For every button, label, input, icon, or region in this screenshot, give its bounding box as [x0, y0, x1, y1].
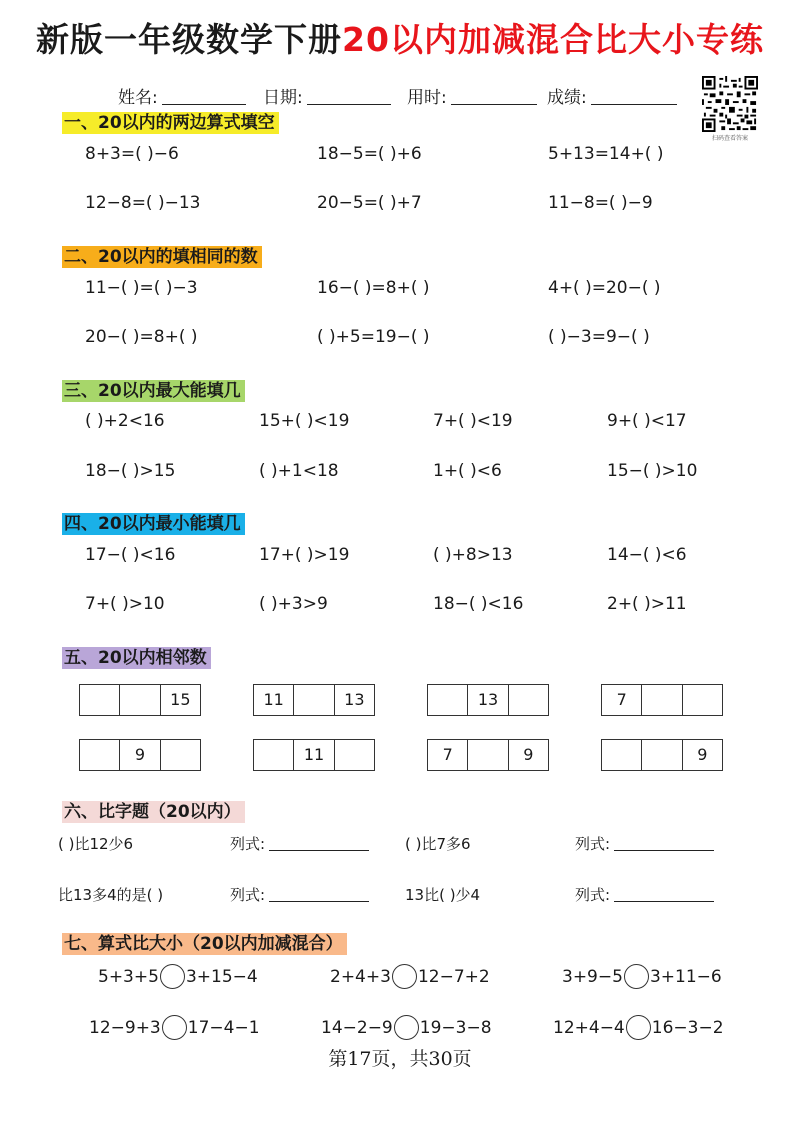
number-box[interactable]: 9: [120, 740, 160, 770]
max-fill-problem[interactable]: 18−( )>15: [85, 461, 176, 481]
section-1-heading: 一、20以内的两边算式填空: [62, 112, 279, 134]
comparison-left: 3+9−5: [562, 966, 623, 987]
comparison-left: 12−9+3: [89, 1017, 161, 1038]
comparison-problem: [89, 1015, 260, 1040]
fill-blank-problem[interactable]: 20−5=( )+7: [317, 193, 422, 213]
same-number-problem[interactable]: ( )+5=19−( ): [317, 327, 430, 347]
score-field[interactable]: [547, 83, 677, 108]
comparison-right: 3+15−4: [185, 966, 258, 987]
number-box[interactable]: [254, 740, 294, 770]
comparison-problem: [553, 1015, 724, 1040]
comparison-left: 12+4−4: [553, 1017, 625, 1038]
number-box[interactable]: 9: [697, 745, 708, 764]
number-box[interactable]: [161, 740, 200, 770]
comparison-left: 5+3+5: [98, 966, 159, 987]
number-box[interactable]: 7: [602, 685, 642, 715]
number-box[interactable]: 9: [523, 745, 534, 764]
min-fill-problem[interactable]: ( )+8>13: [433, 545, 513, 565]
number-box[interactable]: [683, 685, 722, 715]
time-label: 用时:: [407, 88, 447, 108]
equation-label: 列式:: [230, 835, 266, 853]
adjacent-number-boxes: [79, 684, 201, 716]
section-7-heading: 七、算式比大小（20以内加减混合）: [62, 933, 347, 955]
number-box[interactable]: [642, 685, 682, 715]
comparison-right: 19−3−8: [419, 1017, 492, 1038]
date-label: 日期:: [263, 88, 303, 108]
fill-blank-problem[interactable]: 11−8=( )−9: [548, 193, 653, 213]
number-box[interactable]: [428, 685, 468, 715]
same-number-problem[interactable]: ( )−3=9−( ): [548, 327, 650, 347]
adjacent-number-boxes: [253, 684, 375, 716]
page-number: 第17页，共30页: [328, 1048, 472, 1070]
date-field[interactable]: [263, 83, 391, 108]
same-number-problem[interactable]: 16−( )=8+( ): [317, 278, 430, 298]
word-problem[interactable]: 13比( )少4: [405, 886, 481, 904]
same-number-problem[interactable]: 4+( )=20−( ): [548, 278, 661, 298]
compare-circle[interactable]: [624, 964, 649, 989]
number-box[interactable]: 15: [170, 690, 191, 709]
number-box[interactable]: [468, 740, 508, 770]
section-4-heading: 四、20以内最小能填几: [62, 513, 245, 535]
equation-label: 列式:: [230, 886, 266, 904]
min-fill-problem[interactable]: 7+( )>10: [85, 594, 165, 614]
comparison-problem: [98, 964, 258, 989]
fill-blank-problem[interactable]: 12−8=( )−13: [85, 193, 201, 213]
number-box[interactable]: [602, 740, 642, 770]
compare-circle[interactable]: [160, 964, 185, 989]
number-box[interactable]: [120, 685, 160, 715]
min-fill-problem[interactable]: 17−( )<16: [85, 545, 176, 565]
comparison-right: 3+11−6: [649, 966, 722, 987]
title-main: 新版一年级数学下册: [36, 20, 343, 59]
number-box[interactable]: [80, 740, 120, 770]
adjacent-number-boxes: [79, 739, 201, 771]
number-box[interactable]: 13: [468, 685, 508, 715]
section-5-heading: 五、20以内相邻数: [62, 647, 211, 669]
compare-circle[interactable]: [394, 1015, 419, 1040]
equation-field[interactable]: [575, 833, 714, 854]
adjacent-number-boxes: [427, 739, 549, 771]
number-box[interactable]: 11: [254, 685, 294, 715]
section-3-heading: 三、20以内最大能填几: [62, 380, 245, 402]
qr-code-icon: [702, 76, 758, 132]
word-problem[interactable]: 比13多4的是( ): [58, 886, 164, 904]
max-fill-problem[interactable]: 1+( )<6: [433, 461, 502, 481]
equation-field[interactable]: [230, 884, 369, 905]
min-fill-problem[interactable]: 14−( )<6: [607, 545, 687, 565]
min-fill-problem[interactable]: 18−( )<16: [433, 594, 524, 614]
max-fill-problem[interactable]: 15−( )>10: [607, 461, 698, 481]
max-fill-problem[interactable]: ( )+1<18: [259, 461, 339, 481]
score-label: 成绩:: [547, 88, 587, 108]
max-fill-problem[interactable]: ( )+2<16: [85, 411, 165, 431]
max-fill-problem[interactable]: 15+( )<19: [259, 411, 350, 431]
equation-label: 列式:: [575, 835, 611, 853]
max-fill-problem[interactable]: 7+( )<19: [433, 411, 513, 431]
comparison-problem: [562, 964, 722, 989]
name-field[interactable]: [118, 83, 246, 108]
compare-circle[interactable]: [392, 964, 417, 989]
word-problem[interactable]: ( )比12少6: [58, 835, 134, 853]
page-title: [0, 14, 800, 61]
section-2-heading: 二、20以内的填相同的数: [62, 246, 262, 268]
compare-circle[interactable]: [626, 1015, 651, 1040]
equation-field[interactable]: [230, 833, 369, 854]
comparison-left: 2+4+3: [330, 966, 391, 987]
adjacent-number-boxes: [427, 684, 549, 716]
section-6-heading: 六、比字题（20以内）: [62, 801, 245, 823]
fill-blank-problem[interactable]: 8+3=( )−6: [85, 144, 179, 164]
min-fill-problem[interactable]: ( )+3>9: [259, 594, 328, 614]
number-box[interactable]: [509, 685, 548, 715]
comparison-right: 17−4−1: [187, 1017, 260, 1038]
max-fill-problem[interactable]: 9+( )<17: [607, 411, 687, 431]
number-box[interactable]: 11: [294, 740, 334, 770]
word-problem[interactable]: ( )比7多6: [405, 835, 471, 853]
time-field[interactable]: [407, 83, 537, 108]
name-label: 姓名:: [118, 88, 158, 108]
adjacent-number-boxes: [253, 739, 375, 771]
number-box[interactable]: [80, 685, 120, 715]
adjacent-number-boxes: [601, 739, 723, 771]
comparison-right: 16−3−2: [651, 1017, 724, 1038]
number-box[interactable]: [294, 685, 334, 715]
equation-field[interactable]: [575, 884, 714, 905]
comparison-problem: [330, 964, 490, 989]
number-box[interactable]: [335, 740, 374, 770]
same-number-problem[interactable]: 11−( )=( )−3: [85, 278, 198, 298]
title-topic: 20以内加减混合比大小专练: [342, 20, 764, 59]
equation-label: 列式:: [575, 886, 611, 904]
comparison-right: 12−7+2: [417, 966, 490, 987]
number-box[interactable]: 7: [428, 740, 468, 770]
number-box[interactable]: [642, 740, 682, 770]
fill-blank-problem[interactable]: 5+13=14+( ): [548, 144, 664, 164]
adjacent-number-boxes: [601, 684, 723, 716]
min-fill-problem[interactable]: 17+( )>19: [259, 545, 350, 565]
min-fill-problem[interactable]: 2+( )>11: [607, 594, 687, 614]
qr-caption: 扫码查看答案: [711, 135, 748, 142]
comparison-left: 14−2−9: [321, 1017, 393, 1038]
fill-blank-problem[interactable]: 18−5=( )+6: [317, 144, 422, 164]
compare-circle[interactable]: [162, 1015, 187, 1040]
number-box[interactable]: 13: [344, 690, 365, 709]
comparison-problem: [321, 1015, 492, 1040]
same-number-problem[interactable]: 20−( )=8+( ): [85, 327, 198, 347]
